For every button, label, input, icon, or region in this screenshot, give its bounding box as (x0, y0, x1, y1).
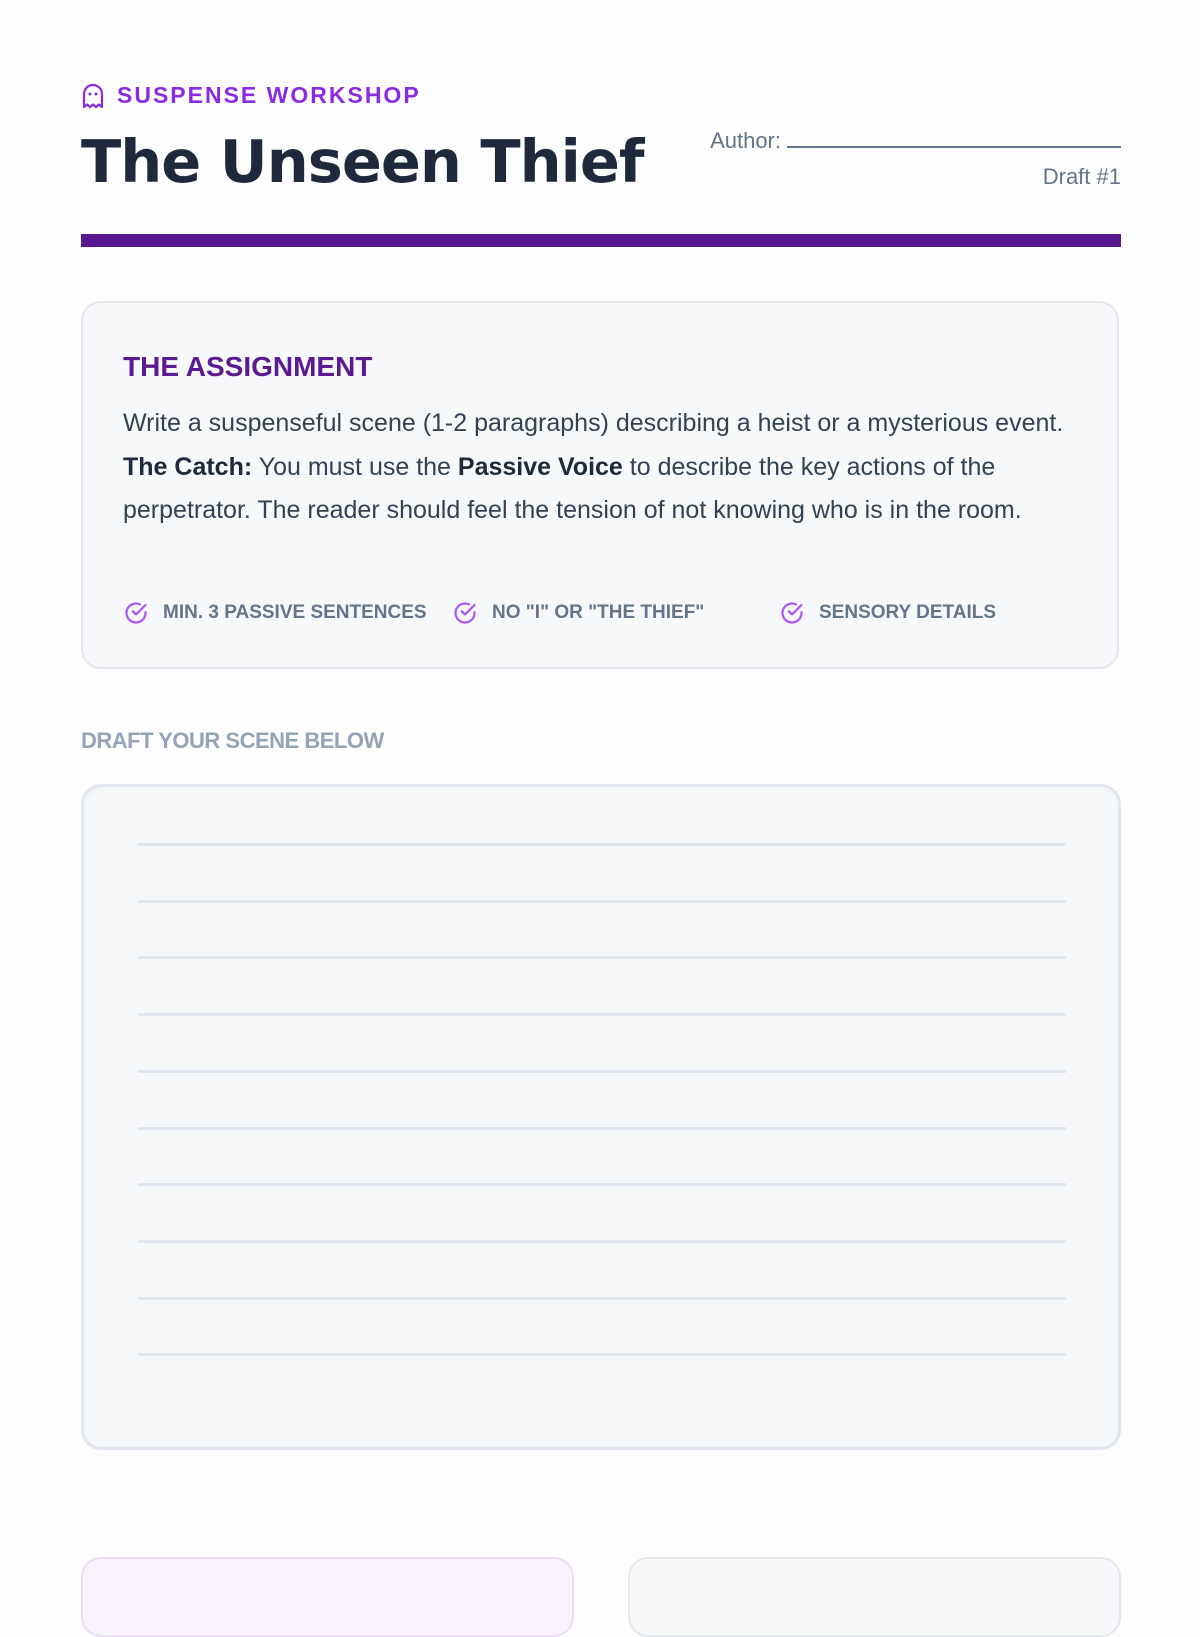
ghost-icon (81, 83, 105, 109)
checklist-item (779, 600, 996, 626)
checklist-label: NO "I" OR "THE THIEF" (492, 602, 705, 623)
writing-line (138, 1127, 1066, 1130)
assignment-text-part3: to describe the key actions of the perpetrator. The reader should feel the tension of not knowing who is in the room. (123, 452, 1022, 524)
writing-line (138, 843, 1066, 846)
author-label: Author: (710, 128, 781, 153)
assignment-card (81, 301, 1119, 669)
assignment-text-part1: Write a suspenseful scene (1-2 paragraphs) describing a heist or a mysterious event. (123, 409, 1064, 437)
check-circle-icon (779, 600, 805, 626)
checklist-label: SENSORY DETAILS (819, 602, 997, 623)
writing-line (138, 1183, 1066, 1186)
writing-line (138, 900, 1066, 903)
bottom-card-left (81, 1557, 574, 1637)
assignment-text-part2: You must use the (258, 452, 451, 481)
writing-line (138, 1353, 1066, 1356)
author-input-line[interactable] (787, 128, 1121, 148)
bottom-card-right (628, 1557, 1121, 1637)
writing-line (138, 1070, 1066, 1073)
catch-label: The Catch: (123, 452, 253, 481)
checklist-item (452, 600, 704, 626)
writing-line (138, 1240, 1066, 1243)
requirements-checklist (123, 600, 1083, 630)
writing-line (138, 1297, 1066, 1300)
kicker-text: SUSPENSE WORKSHOP (117, 82, 421, 108)
writing-line (138, 1013, 1066, 1016)
checklist-item (123, 600, 427, 626)
assignment-text (123, 402, 1083, 533)
check-circle-icon (123, 600, 149, 626)
check-circle-icon (452, 600, 478, 626)
draft-writing-area[interactable] (81, 784, 1121, 1450)
passive-voice-term: Passive Voice (457, 452, 623, 481)
writing-line (138, 956, 1066, 959)
page-title: The Unseen Thief (81, 127, 644, 196)
draft-section-label: DRAFT YOUR SCENE BELOW (81, 728, 384, 753)
header-divider (81, 234, 1121, 247)
workshop-kicker (81, 82, 421, 109)
draft-number: Draft #1 (1042, 164, 1121, 189)
author-block (710, 128, 1121, 190)
assignment-heading: THE ASSIGNMENT (123, 351, 373, 382)
worksheet-page (81, 0, 1121, 1600)
checklist-label: MIN. 3 PASSIVE SENTENCES (163, 602, 427, 623)
